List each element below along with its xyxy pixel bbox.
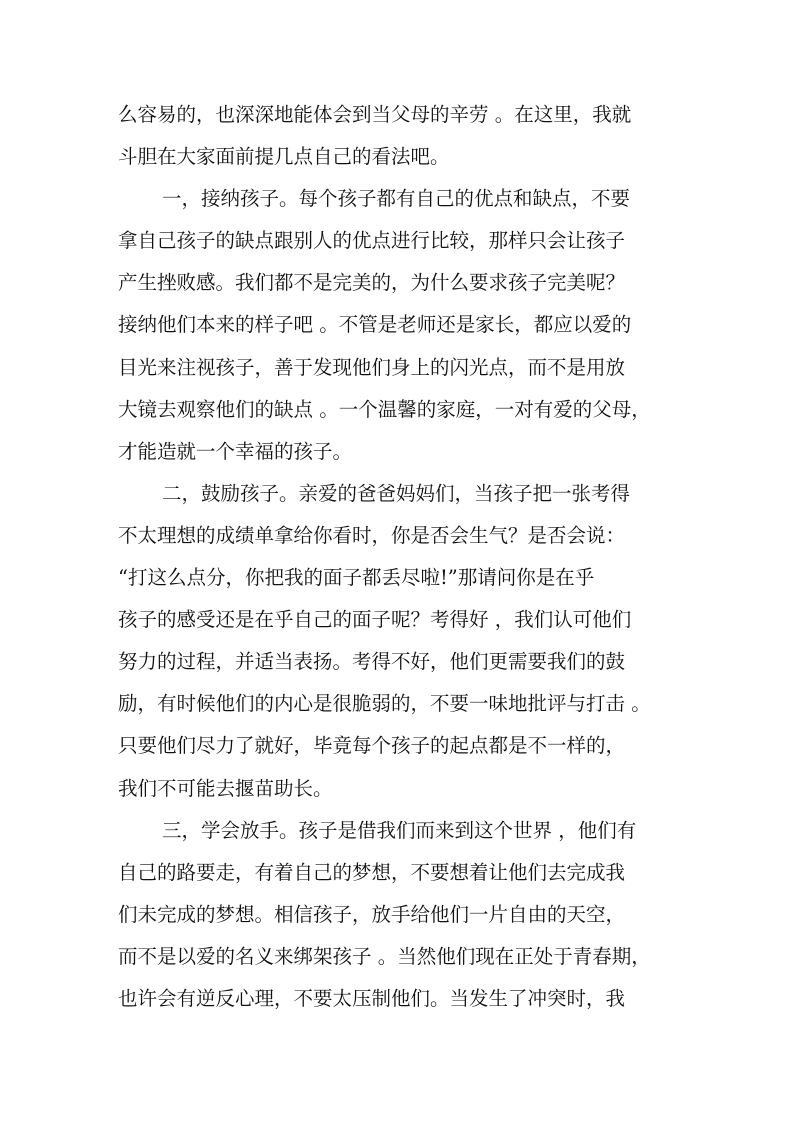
text-line	[118, 683, 684, 725]
text-line	[118, 431, 684, 473]
line-text: 目光来注视孩子，善于发现他们身上的闪光点，而不是用放	[118, 355, 626, 379]
text-line	[118, 725, 684, 767]
text-line	[118, 768, 684, 810]
text-line	[118, 304, 684, 346]
text-line	[118, 894, 684, 936]
line-text: 拿自己孩子的缺点跟别人的优点进行比较，那样只会让孩子	[118, 229, 626, 253]
line-text: 三，学会放手。孩子是借我们而来到这个世界 ，他们有	[162, 818, 637, 842]
text-line	[118, 936, 684, 978]
line-text: 斗胆在大家面前提几点自己的看法吧。	[118, 145, 450, 169]
line-text: 而不是以爱的名义来绑架孩子 。当然他们现在正处于青春期，	[118, 944, 651, 968]
text-line	[118, 599, 684, 641]
line-text: 我们不可能去揠苗助长。	[118, 776, 333, 800]
line-text: “打这么点分，你把我的面子都丢尽啦!”那请问你是在乎	[118, 566, 595, 590]
text-line	[118, 557, 684, 599]
paragraph-first-line	[118, 178, 684, 220]
paragraph-first-line	[118, 810, 684, 852]
line-text: 产生挫败感。我们都不是完美的，为什么要求孩子完美呢？	[118, 271, 626, 295]
text-line	[118, 641, 684, 683]
body-text	[118, 94, 684, 1020]
line-text: 一，接纳孩子。每个孩子都有自己的优点和缺点，不要	[162, 187, 631, 211]
line-text: 自己的路要走，有着自己的梦想，不要想着让他们去完成我	[118, 860, 626, 884]
line-text: 二，鼓励孩子。亲爱的爸爸妈妈们，当孩子把一张考得	[162, 481, 631, 505]
text-line	[118, 262, 684, 304]
text-line	[118, 347, 684, 389]
line-text: 孩子的感受还是在乎自己的面子呢？考得好 ，我们认可他们	[118, 608, 632, 632]
paragraph-first-line	[118, 473, 684, 515]
text-line	[118, 136, 684, 178]
text-line	[118, 389, 684, 431]
line-text: 么容易的，也深深地能体会到当父母的辛劳 。在这里，我就	[118, 103, 632, 126]
line-text: 励，有时候他们的内心是很脆弱的，不要一味地批评与打击 。	[118, 692, 651, 716]
line-text: 不太理想的成绩单拿给你看时，你是否会生气？是否会说：	[118, 523, 626, 547]
text-line	[118, 978, 684, 1020]
text-line	[118, 852, 684, 894]
line-text: 接纳他们本来的样子吧 。不管是老师还是家长，都应以爱的	[118, 313, 632, 337]
line-text: 努力的过程，并适当表扬。考得不好，他们更需要我们的鼓	[118, 650, 626, 674]
line-text: 们未完成的梦想。相信孩子，放手给他们一片自由的天空，	[118, 902, 626, 926]
line-text: 大镜去观察他们的缺点 。一个温馨的家庭，一对有爱的父母，	[118, 397, 651, 421]
text-line	[118, 94, 684, 136]
line-text: 才能造就一个幸福的孩子。	[118, 439, 353, 463]
line-text: 也许会有逆反心理，不要太压制他们。当发生了冲突时，我	[118, 986, 626, 1010]
text-line	[118, 220, 684, 262]
text-line	[118, 515, 684, 557]
line-text: 只要他们尽力了就好，毕竟每个孩子的起点都是不一样的，	[118, 734, 626, 758]
